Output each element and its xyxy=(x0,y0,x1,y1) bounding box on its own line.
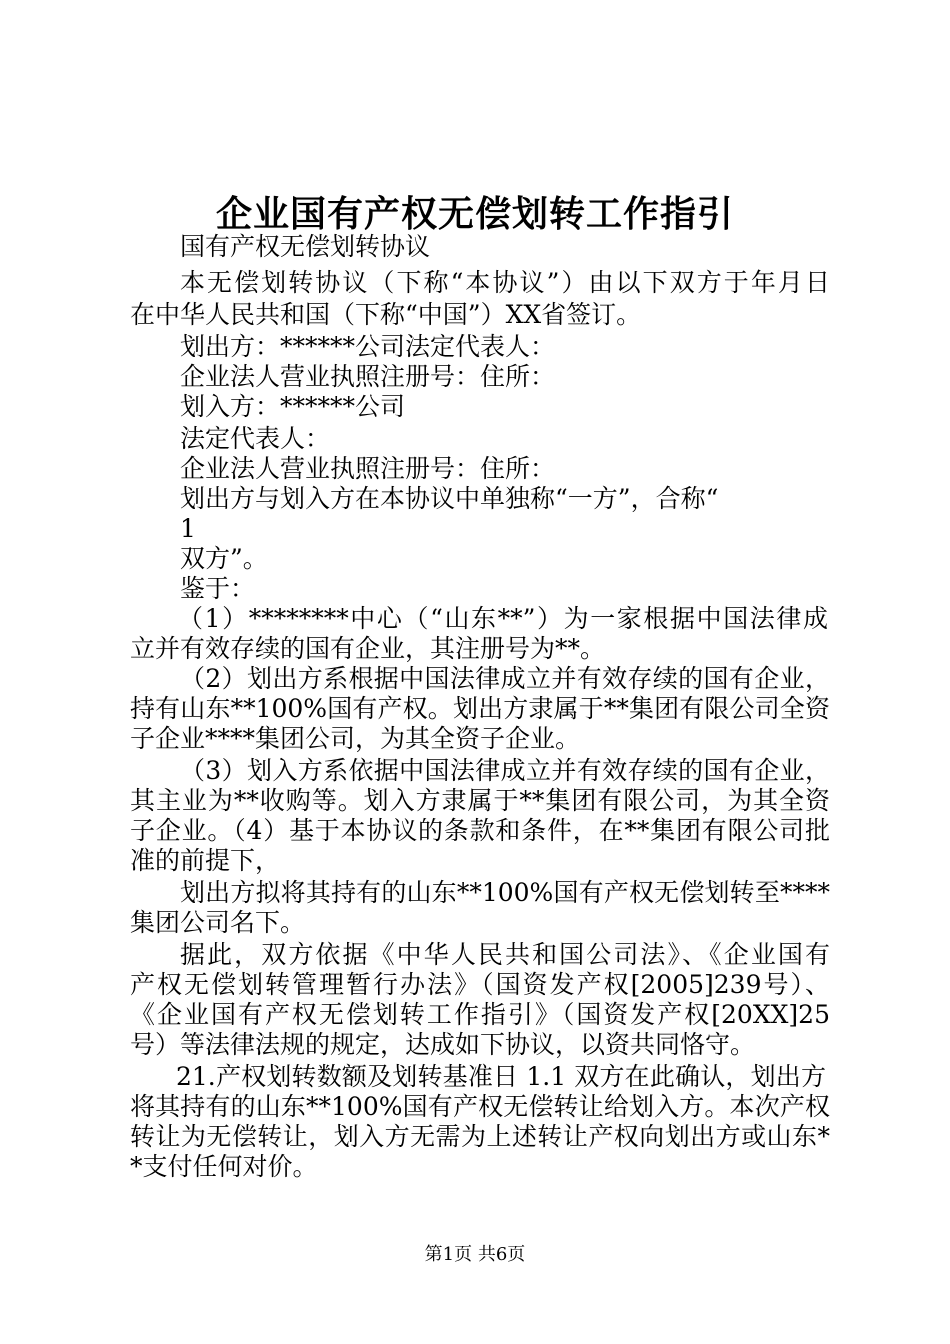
text-line: 《企业国有产权无偿划转工作指引》（国资发产权[20XX]25 xyxy=(130,1000,830,1029)
text-line: 持有山东**100%国有产权。划出方隶属于**集团有限公司全资 xyxy=(130,694,830,723)
text-line: （1）********中心（“山东**”）为一家根据中国法律成 xyxy=(178,604,828,633)
text-line: 其主业为**收购等。划入方隶属于**集团有限公司，为其全资 xyxy=(130,786,830,815)
text-line: 鉴于： xyxy=(180,574,256,603)
text-line: 划出方与划入方在本协议中单独称“一方”，合称“ xyxy=(180,484,719,513)
text-line: 号）等法律法规的规定，达成如下协议，以资共同恪守。 xyxy=(130,1030,756,1059)
text-line: 立并有效存续的国有企业，其注册号为**。 xyxy=(130,634,606,663)
text-line: （2）划出方系根据中国法律成立并有效存续的国有企业， xyxy=(180,664,830,693)
text-line: 国有产权无偿划转协议 xyxy=(180,232,431,261)
page-number: 第1页 共6页 xyxy=(424,1244,526,1265)
text-line: 子企业****集团公司，为其全资子企业。 xyxy=(130,724,581,753)
text-line: 企业法人营业执照注册号：住所： xyxy=(180,454,556,483)
text-line: 子企业。（4）基于本协议的条款和条件，在**集团有限公司批 xyxy=(130,816,830,845)
text-line: *支付任何对价。 xyxy=(130,1152,318,1181)
text-line: 据此，双方依据《中华人民共和国公司法》、《企业国有 xyxy=(180,940,830,969)
text-line: 划出方拟将其持有的山东**100%国有产权无偿划转至**** xyxy=(180,878,830,907)
text-line: 准的前提下， xyxy=(130,846,281,875)
text-line: 21.产权划转数额及划转基准日 1.1 双方在此确认，划出方 xyxy=(176,1062,826,1091)
document-title: 企业国有产权无偿划转工作指引 xyxy=(215,194,734,235)
text-line: 集团公司名下。 xyxy=(130,908,306,937)
text-line: 划出方：******公司法定代表人： xyxy=(180,332,556,361)
text-line: 将其持有的山东**100%国有产权无偿转让给划入方。本次产权 xyxy=(130,1092,830,1121)
text-line: 产权无偿划转管理暂行办法》（国资发产权[2005]239号）、 xyxy=(130,970,830,999)
text-line: 转让为无偿转让，划入方无需为上述转让产权向划出方或山东* xyxy=(130,1122,830,1151)
text-line: 双方”。 xyxy=(180,544,268,573)
text-line: 1 xyxy=(180,514,196,543)
text-line: （3）划入方系依据中国法律成立并有效存续的国有企业， xyxy=(180,756,830,785)
text-line: 企业法人营业执照注册号：住所： xyxy=(180,362,556,391)
text-line: 在中华人民共和国（下称“中国”）XX省签订。 xyxy=(130,300,642,329)
text-line: 本无偿划转协议（下称“本协议”）由以下双方于年月日 xyxy=(180,268,830,297)
text-line: 划入方：******公司 xyxy=(180,392,406,421)
text-line: 法定代表人： xyxy=(180,424,331,453)
